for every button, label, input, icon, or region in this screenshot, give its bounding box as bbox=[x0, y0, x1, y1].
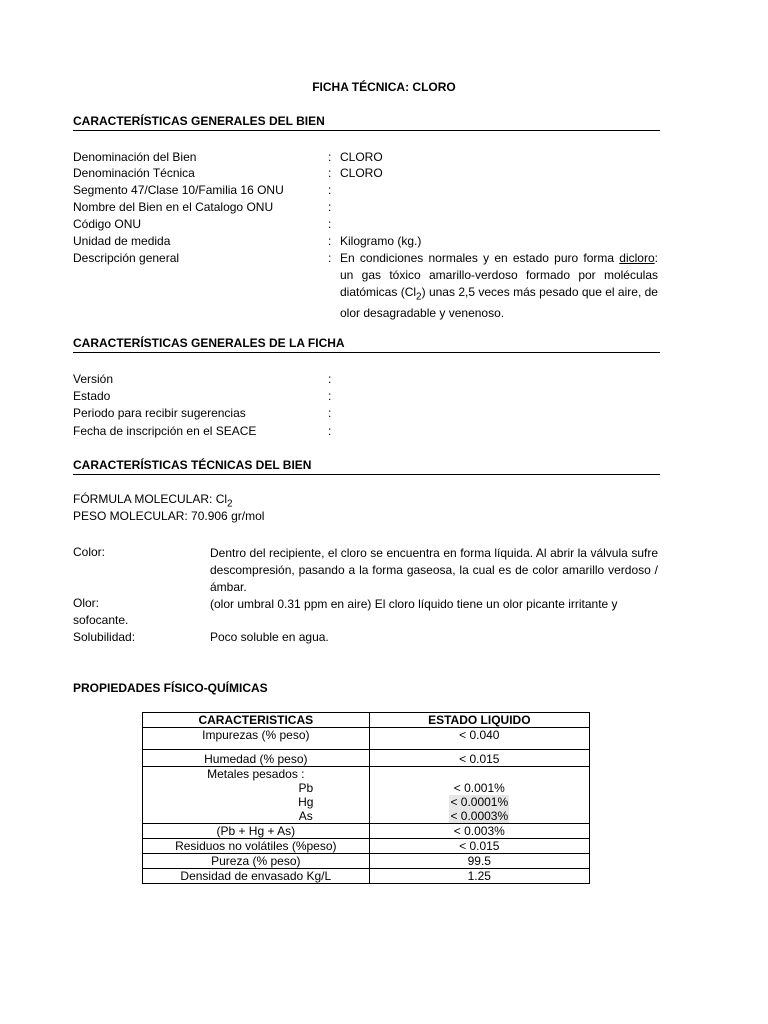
field-label: Denominación del Bien bbox=[73, 150, 197, 164]
table-cell: < 0.003% bbox=[369, 824, 589, 839]
olor-value: (olor umbral 0.31 ppm en aire) El cloro líquido tiene un olor picante irritante y bbox=[210, 597, 618, 611]
table-row bbox=[143, 839, 590, 854]
field-label: Unidad de medida bbox=[73, 234, 171, 248]
metal-value: < 0.0003% bbox=[450, 809, 509, 823]
field-value: Kilogramo (kg.) bbox=[340, 234, 422, 248]
field-colon: : bbox=[328, 372, 332, 386]
description-subscript: 2 bbox=[416, 291, 422, 303]
metales-label: Metales pesados : bbox=[207, 767, 305, 781]
dicloro-link: dicloro bbox=[619, 251, 655, 265]
color-label: Color: bbox=[73, 545, 106, 559]
field-label: Segmento 47/Clase 10/Familia 16 ONU bbox=[73, 183, 284, 197]
olor-label: Olor: bbox=[73, 596, 100, 610]
field-value: CLORO bbox=[340, 150, 383, 164]
description-mid: : un gas tóxico amarillo-verdoso formado por moléculas diatómicas (Cl bbox=[340, 251, 658, 299]
metal-symbol: Pb bbox=[298, 781, 314, 795]
section-heading-tecnicas: CARACTERÍSTICAS TÉCNICAS DEL BIEN bbox=[73, 458, 312, 472]
formula-molecular bbox=[73, 492, 233, 509]
section-heading-general-ficha: CARACTERÍSTICAS GENERALES DE LA FICHA bbox=[73, 336, 345, 350]
table-cell: (Pb + Hg + As) bbox=[143, 824, 370, 839]
peso-molecular: PESO MOLECULAR: 70.906 gr/mol bbox=[73, 509, 265, 523]
column-header: ESTADO LIQUIDO bbox=[369, 713, 589, 728]
ficha-label: Versión bbox=[73, 372, 114, 386]
table-row bbox=[143, 824, 590, 839]
table-row bbox=[143, 728, 590, 750]
metal-value: < 0.001% bbox=[453, 781, 505, 795]
table-cell: Impurezas (% peso) bbox=[143, 728, 370, 750]
table-cell-metales bbox=[143, 767, 370, 824]
table-cell: Pureza (% peso) bbox=[143, 854, 370, 869]
description-post: ) unas 2,5 veces más pesado que el aire, de olor desagradable y venenoso. bbox=[340, 285, 658, 321]
field-label: Descripción general bbox=[73, 251, 180, 265]
description-pre: En condiciones normales y en estado puro forma bbox=[340, 251, 615, 265]
olor-continuation: sofocante. bbox=[73, 613, 129, 627]
table-cell: < 0.015 bbox=[369, 750, 589, 767]
field-colon: : bbox=[328, 234, 332, 248]
table-cell: 1.25 bbox=[369, 869, 589, 884]
table-cell: 99.5 bbox=[369, 854, 589, 869]
field-label: Denominación Técnica bbox=[73, 166, 195, 180]
section-rule bbox=[73, 352, 660, 353]
table-row bbox=[143, 869, 590, 884]
table-row bbox=[143, 854, 590, 869]
field-colon: : bbox=[328, 424, 332, 438]
metal-symbol: As bbox=[298, 809, 313, 823]
field-label: Código ONU bbox=[73, 217, 142, 231]
table-cell: < 0.040 bbox=[369, 728, 589, 750]
field-label: Nombre del Bien en el Catalogo ONU bbox=[73, 200, 274, 214]
field-colon: : bbox=[328, 389, 332, 403]
table-header-row bbox=[143, 713, 590, 728]
metal-spacer bbox=[374, 767, 585, 781]
document-title: FICHA TÉCNICA: CLORO bbox=[312, 80, 456, 94]
field-colon: : bbox=[328, 183, 332, 197]
formula-subscript: 2 bbox=[227, 498, 233, 510]
formula-label: FÓRMULA MOLECULAR: Cl bbox=[73, 492, 228, 506]
section-heading-general-bien: CARACTERÍSTICAS GENERALES DEL BIEN bbox=[73, 114, 325, 128]
table-cell: Humedad (% peso) bbox=[143, 750, 370, 767]
solubilidad-label: Solubilidad: bbox=[73, 630, 136, 644]
table-cell: Residuos no volátiles (%peso) bbox=[143, 839, 370, 854]
section-rule bbox=[73, 130, 660, 131]
field-colon: : bbox=[328, 200, 332, 214]
metal-symbol: Hg bbox=[298, 795, 314, 809]
metal-value-line bbox=[374, 795, 585, 809]
field-colon: : bbox=[328, 150, 332, 164]
properties-table bbox=[142, 712, 590, 884]
table-row-metales bbox=[143, 767, 590, 824]
table-cell-metales-values bbox=[369, 767, 589, 824]
ficha-label: Estado bbox=[73, 389, 111, 403]
color-value: Dentro del recipiente, el cloro se encuentra en forma líquida. Al abrir la válvula sufre descompresión, pasando a la forma gaseosa, la cual es de color amarillo verdoso / ámbar. bbox=[210, 546, 658, 594]
metal-value-line bbox=[374, 809, 585, 823]
metal-value: < 0.0001% bbox=[450, 795, 509, 809]
table-cell: Densidad de envasado Kg/L bbox=[143, 869, 370, 884]
field-colon: : bbox=[328, 166, 332, 180]
field-value: CLORO bbox=[340, 166, 383, 180]
column-header: CARACTERISTICAS bbox=[143, 713, 370, 728]
ficha-label: Periodo para recibir sugerencias bbox=[73, 406, 246, 420]
table-cell: < 0.015 bbox=[369, 839, 589, 854]
field-colon: : bbox=[328, 251, 332, 265]
section-rule bbox=[73, 474, 660, 475]
field-colon: : bbox=[328, 406, 332, 420]
section-heading-propiedades: PROPIEDADES FÍSICO-QUÍMICAS bbox=[73, 681, 268, 695]
ficha-label: Fecha de inscripción en el SEACE bbox=[73, 424, 257, 438]
field-colon: : bbox=[328, 217, 332, 231]
table-row bbox=[143, 750, 590, 767]
solubilidad-value: Poco soluble en agua. bbox=[210, 630, 329, 644]
description-text bbox=[340, 250, 658, 322]
